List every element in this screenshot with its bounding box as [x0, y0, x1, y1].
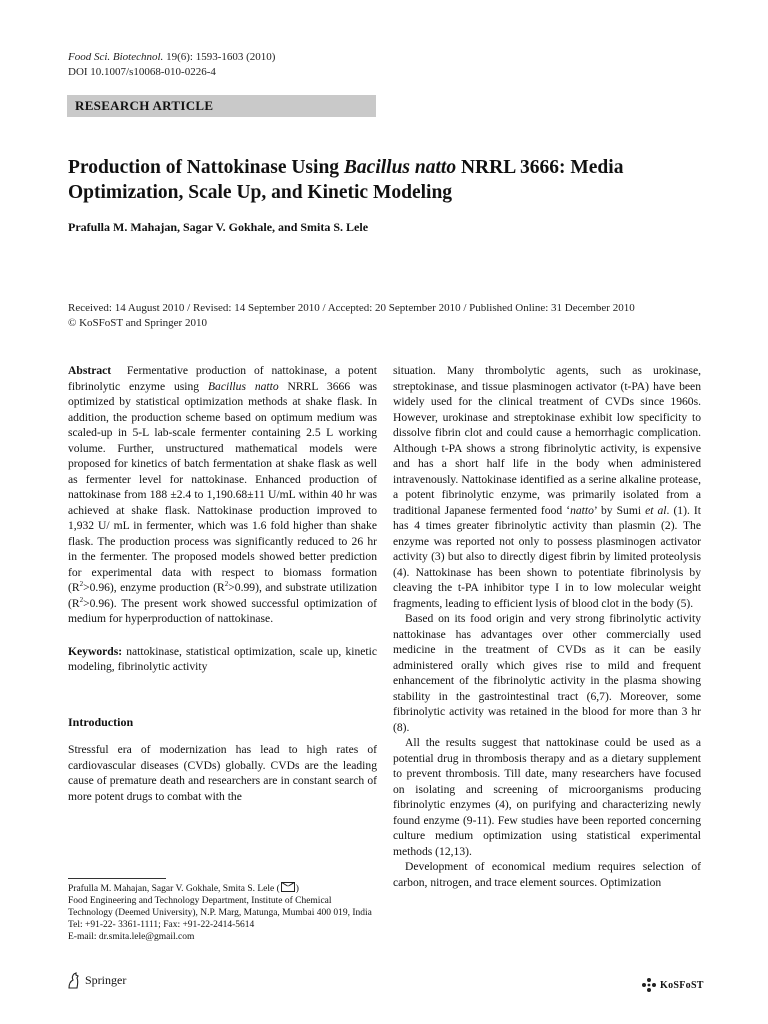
publication-dates [68, 301, 728, 331]
footnote-divider [68, 878, 166, 879]
article-type-banner [67, 95, 376, 117]
introduction-heading: Introduction [68, 714, 134, 729]
affiliation: Food Engineering and Technology Department, Institute of Chemical Technology (Deemed University), N.P. Marg, Matunga, Mumbai 400 019, India [68, 896, 372, 918]
volume-pages: 19(6): 1593-1603 (2010) [166, 51, 276, 63]
keywords-label: Keywords: [68, 644, 123, 658]
author-list: Prafulla M. Mahajan, Sagar V. Gokhale, and Smita S. Lele [68, 220, 369, 234]
paragraph-2: Based on its food origin and very strong fibrinolytic activity nattokinase has advantages over other commercially used medicine in the treatment of CVDs as it can be easily administered orally which gives rise to mild and frequent enhancement of the fibrinolytic activity in the plasma showing stability in the gastrointestinal tract (6,7). Moreover, some fibrinolytic activity was retained in the blood for more than 3 hr (8). [393, 612, 701, 734]
kosfost-emblem-icon [641, 977, 657, 993]
envelope-icon[interactable] [281, 882, 295, 892]
abstract: Abstract Fermentative production of nattokinase, a potent fibrinolytic enzyme using Bacillus natto NRRL 3666 was optimized by statistical optimization methods at shake flask. In addition, the production scheme based on optimum medium was scaled-up in 5-L lab-scale fermenter containing 2.5 L working volume. Further, unstructured mathematical models were proposed for kinetics of batch fermentation at shake flask as well as fermenter level for nattokinase. Enhanced production of nattokinase from 188 ±2.4 to 1,190.68±11 U/mL within 40 hr was achieved at shake flask. Nattokinase production improved to 1,932 U/ mL in fermenter, which was 1.6 fold higher than shake flask. The production process was significantly reduced to 26 hr in the fermenter. The proposed models showed better prediction for experimental data with respect to biomass formation $(R^2>0.96)$, enzyme production $(R^2>0.99)$, and substrate utilization $(R^2>0.96)$. The present work showed successful optimization of medium for hyperproduction of nattokinase. [68, 364, 378, 625]
kosfost-logo [641, 977, 704, 993]
abstract-label: Abstract [68, 364, 112, 377]
species-name: Bacillus natto [343, 157, 457, 178]
paragraph-1: situation. Many thrombolytic agents, such as urokinase, streptokinase, and tissue plasminogen activator (t-PA) have been widely used for the clinical treatment of CVDs since 1960s. However, urokinase and streptokinase exhibit low specificity to dissolve fibrin clot and could cause a hemorrhagic complication. Although t-PA shows a strong fibrinolytic activity, is expensive and has a short half life in the body when administered intravenously. Nattokinase identified as a serine alkaline protease, a potent fibrinolytic enzyme, was primarily isolated from a traditional Japanese fermented food ‘natto’ by Sumi et al. (1). It has 4 times greater fibrinolytic activity than plasmin (2). The enzyme was reported not only to possess plasminogen activator activity (3) but also to directly digest fibrin by limited proteolysis (4). Nattokinase has been shown to potentiate fibrinolysis by cleaving the t-PA inhibitor type I in to low molecular weight fragments, leading to efficient lysis of blood clot in the body (5). [393, 364, 701, 610]
springer-label: Springer [85, 973, 127, 987]
springer-logo [66, 972, 126, 989]
introduction-paragraph: Stressful era of modernization has lead to high rates of cardiovascular diseases (CVDs) globally. CVDs are the leading cause of premature death and researchers are in constant search of more potent drugs to combat with the [68, 743, 377, 803]
article-type-label: RESEARCH ARTICLE [75, 98, 214, 113]
doi[interactable]: DOI 10.1007/s10068-010-0226-4 [68, 66, 216, 78]
right-column [393, 363, 701, 890]
contact-phone: Tel: +91-22- 3361-1111; Fax: +91-22-2414-5614 [68, 920, 255, 930]
contact-email[interactable]: E-mail: dr.smita.lele@gmail.com [68, 932, 195, 942]
springer-horse-icon [66, 972, 81, 989]
paragraph-3: All the results suggest that nattokinase could be used as a potential drug in thrombosis therapy and as a dietary supplement to prevent thrombosis. Till date, many researchers have focused on isolating and screening of microorganisms producing fibrinolytic enzymes (4), on purifying and characterizing newly found enzyme (9-11). Few studies have been reported concerning culture medium optimization using statistical experimental methods (12,13). [393, 736, 701, 858]
kosfost-label: KoSFoST [660, 979, 704, 991]
copyright: © KoSFoST and Springer 2010 [68, 317, 207, 329]
corresponding-author-footnote: Prafulla M. Mahajan, Sagar V. Gokhale, Smita S. Lele ( ) Food Engineering and Technology Department, Institute of Chemical Technology (Deemed University), N.P. Marg, Matunga, Mumbai 400 019, India Tel: +91-22- 3361-1111; Fax: +91-22-2414-5614 E-mail: dr.smita.lele@gmail.com [68, 882, 377, 943]
keywords: Keywords: nattokinase, statistical optimization, scale up, kinetic modeling, fibrinolytic activity [68, 644, 377, 673]
paragraph-4: Development of economical medium requires selection of carbon, nitrogen, and trace element sources. Optimization [393, 860, 701, 889]
journal-name: Food Sci. Biotechnol. [68, 51, 164, 63]
article-title: Production of Nattokinase Using Bacillus natto NRRL 3666: Media Optimization, Scale Up, and Kinetic Modeling [68, 157, 624, 203]
history-dates: Received: 14 August 2010 / Revised: 14 September 2010 / Accepted: 20 September 2010 / Published Online: 31 December 2010 [68, 302, 635, 314]
left-column [68, 363, 377, 804]
journal-citation [68, 50, 275, 80]
